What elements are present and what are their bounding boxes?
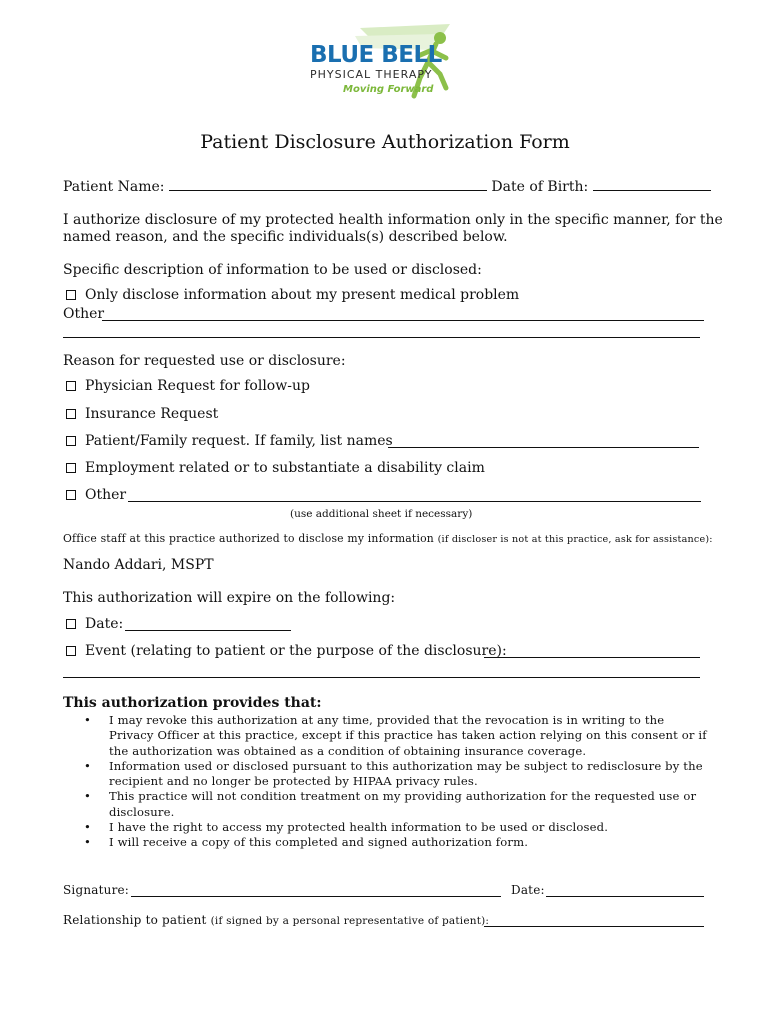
list-item-text: I have the right to access my protected health information to be used or disclosed. [109,820,609,835]
family-names-field[interactable] [388,447,699,448]
expire-heading: This authorization will expire on the following: [63,590,396,606]
info-option-1-label: Only disclose information about my present medical problem [85,287,520,303]
expire-event-field-line-2[interactable] [63,677,700,678]
practice-logo [300,22,470,102]
checkbox[interactable] [66,436,76,446]
checkbox[interactable] [66,381,76,391]
checkbox[interactable] [66,646,76,656]
checkbox[interactable] [66,463,76,473]
bullet-icon: • [84,789,91,804]
reason-option-other[interactable] [66,487,126,503]
list-item [82,759,712,790]
patient-name-field[interactable] [169,178,487,191]
checkbox[interactable] [66,290,76,300]
relationship-row [63,913,489,927]
reason-option-employment[interactable] [66,460,485,476]
list-item-text: I will receive a copy of this completed and signed authorization form. [109,835,529,850]
patient-name-label: Patient Name: [63,179,165,195]
dob-field[interactable] [593,178,711,191]
provides-heading: This authorization provides that: [63,695,322,711]
bullet-icon: • [84,820,91,835]
patient-name-row [63,178,711,195]
provisions-list [82,713,712,851]
additional-sheet-note: (use additional sheet if necessary) [290,508,473,520]
expire-event-field[interactable] [484,657,700,658]
bullet-icon: • [84,835,91,850]
relationship-note: (if signed by a personal representative of patient): [210,915,490,927]
expire-event-option[interactable] [66,643,507,659]
reason-label: Physician Request for follow-up [85,378,310,394]
intro-line-2: named reason, and the specific individuals(s) described below. [63,229,508,245]
expire-event-label: Event (relating to patient or the purpose of the disclosure): [85,643,507,659]
info-option-1[interactable] [66,287,519,303]
checkbox[interactable] [66,619,76,629]
intro-line-1: I authorize disclosure of my protected health information only in the specific manner, for the [63,212,723,228]
checkbox[interactable] [66,490,76,500]
expire-date-option[interactable] [66,616,123,632]
reason-label: Employment related or to substantiate a disability claim [85,460,485,476]
reason-heading: Reason for requested use or disclosure: [63,353,346,369]
list-item [82,789,712,820]
list-item [82,820,712,835]
list-item-text: I may revoke this authorization at any time, provided that the revocation is in writing to the Privacy Officer at this practice, except if this practice has taken action relying on this consent or if the authorization was obtained as a condition of obtaining insurance coverage. [109,713,707,758]
office-staff-row [63,532,713,545]
logo-name: BLUE BELL [310,42,442,68]
info-other-label: Other [63,306,105,322]
list-item [82,713,712,759]
checkbox[interactable] [66,409,76,419]
reason-label: Other [85,487,127,503]
relationship-label: Relationship to patient [63,913,207,927]
staff-name: Nando Addari, MSPT [63,557,214,573]
form-title: Patient Disclosure Authorization Form [200,131,570,153]
signature-field[interactable] [131,896,501,897]
signature-date-field[interactable] [546,896,704,897]
signature-label: Signature: [63,883,130,897]
bullet-icon: • [84,713,91,727]
reason-option-patient-family[interactable] [66,433,393,449]
expire-date-field[interactable] [125,630,291,631]
expire-date-label: Date: [85,616,124,632]
relationship-field[interactable] [484,926,704,927]
bullet-icon: • [84,758,91,773]
info-heading: Specific description of information to be used or disclosed: [63,262,482,278]
office-staff-note: (if discloser is not at this practice, ask for assistance): [437,534,713,545]
office-staff-text: Office staff at this practice authorized to disclose my information [63,532,434,545]
info-other-field-line-2[interactable] [63,337,700,338]
list-item-text: Information used or disclosed pursuant to this authorization may be subject to redisclosure by the recipient and no longer be protected by HIPAA privacy rules. [109,758,703,789]
reason-label: Insurance Request [85,406,219,422]
reason-other-field[interactable] [128,501,701,502]
logo-subtitle: PHYSICAL THERAPY [310,68,433,81]
reason-label: Patient/Family request. If family, list names [85,433,393,449]
logo-tagline: Moving Forward [343,84,434,95]
dob-label: Date of Birth: [491,179,589,195]
signature-date-label: Date: [511,883,545,897]
info-other-field[interactable] [102,320,704,321]
reason-option-physician[interactable] [66,378,310,394]
reason-option-insurance[interactable] [66,406,218,422]
list-item [82,835,712,850]
list-item-text: This practice will not condition treatment on my providing authorization for the requested use or disclosure. [109,789,697,819]
